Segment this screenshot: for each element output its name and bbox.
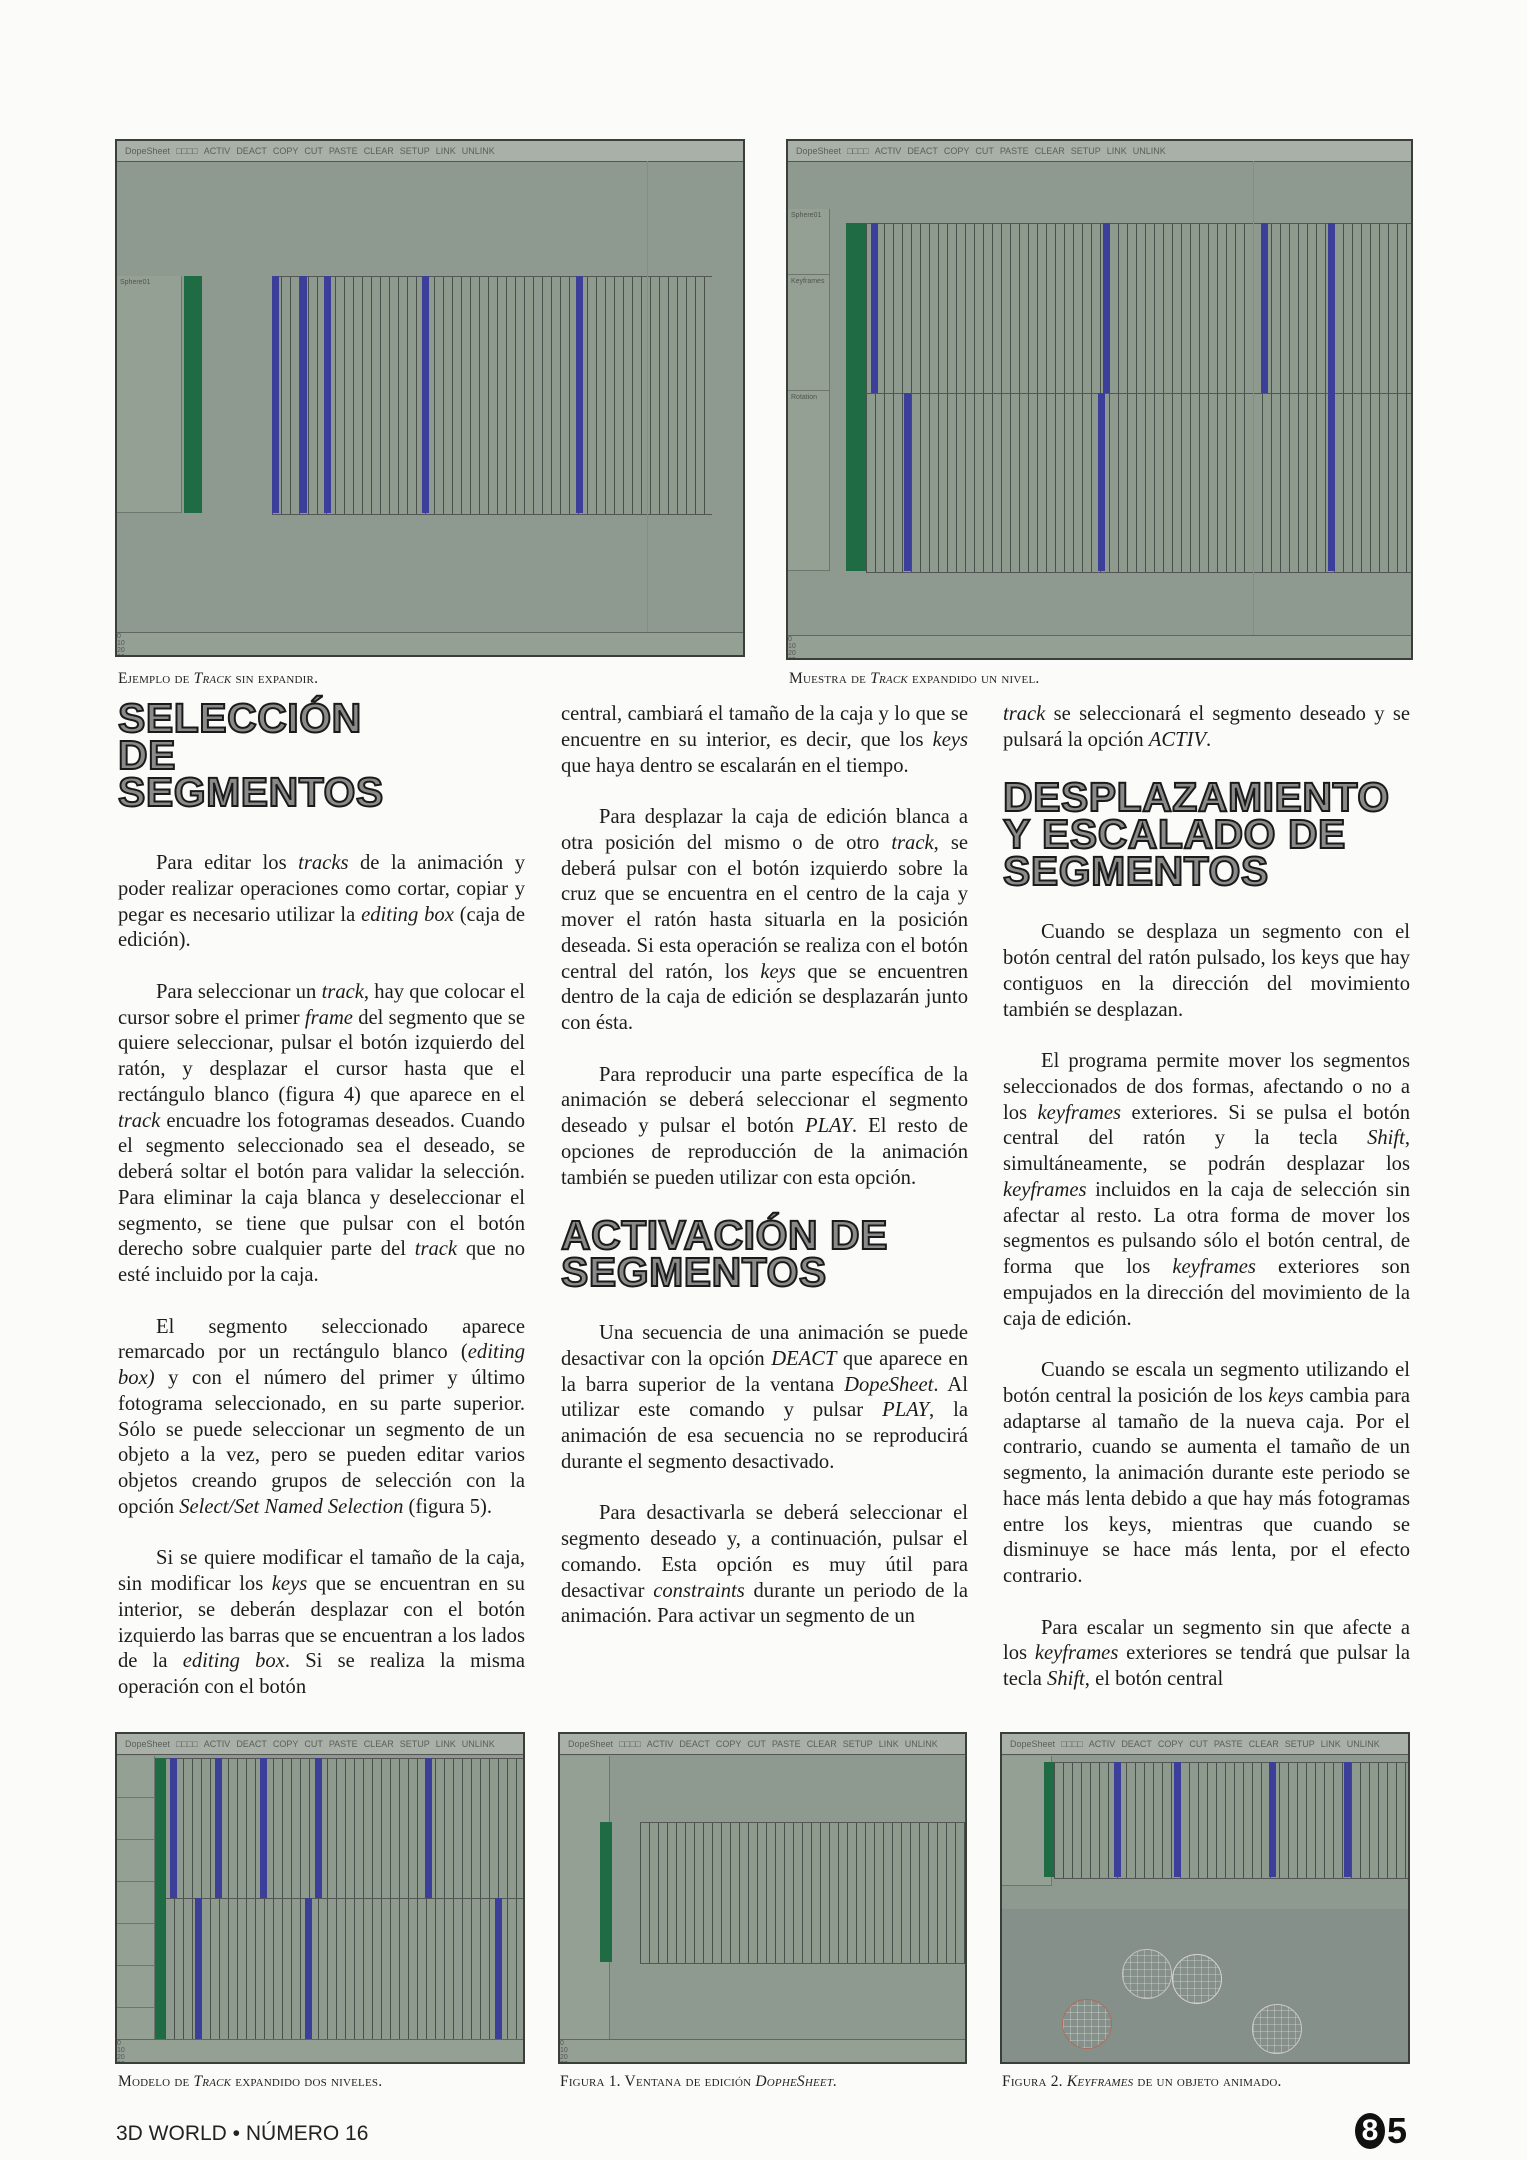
track-label	[117, 1882, 155, 1924]
ruler-tick-label	[560, 2061, 965, 2064]
italic-term: Track	[870, 670, 908, 687]
paragraph: Para desactivarla se deberá seleccionar el segmento deseado y, a continuación, pulsar el comando. Esta opción es muy útil para desactivar constraints durante un periodo de la animación. Para activar un segmento de un	[561, 1502, 969, 1628]
italic-term: track	[118, 1109, 161, 1132]
toolbar-button-cut[interactable]: CUT	[975, 146, 994, 156]
ruler-tick-label	[788, 657, 1411, 660]
track-label-object: Sphere01	[117, 276, 182, 513]
toolbar-button-activ[interactable]: ACTIV	[1088, 1739, 1116, 1749]
viewport-3d	[1002, 1909, 1408, 2062]
sphere-object	[1122, 1949, 1172, 1999]
dopesheet-toolbar	[117, 1734, 523, 1755]
ruler-tick-label: 20	[117, 647, 125, 654]
italic-term: PLAY	[882, 1399, 930, 1422]
heading-activacion-de-segmentos: ACTIVACIÓN DE SEGMENTOS	[561, 1212, 888, 1295]
view-mode-icons[interactable]: □□□□	[176, 1739, 198, 1749]
view-mode-icons[interactable]: □□□□	[847, 146, 869, 156]
toolbar-button-clear[interactable]: CLEAR	[1034, 146, 1065, 156]
key-bar	[1103, 223, 1110, 393]
toolbar-button-link[interactable]: LINK	[1320, 1739, 1341, 1749]
toolbar-button-unlink[interactable]: UNLINK	[1132, 146, 1166, 156]
toolbar-button-copy[interactable]: COPY	[272, 146, 299, 156]
article-column-1	[118, 695, 526, 1727]
italic-term: Keyframes	[1066, 2073, 1134, 2090]
italic-term: track	[1003, 703, 1046, 725]
track-label	[117, 1798, 155, 1840]
italic-term: Shift	[1367, 1127, 1405, 1150]
italic-term: track	[321, 980, 364, 1003]
toolbar-button-cut[interactable]: CUT	[747, 1739, 766, 1749]
toolbar-button-setup[interactable]: SETUP	[1284, 1739, 1315, 1749]
track-frames	[165, 1898, 523, 2045]
toolbar-button-paste[interactable]: PASTE	[1213, 1739, 1243, 1749]
track-label-object: Sphere01	[788, 209, 830, 275]
toolbar-button-clear[interactable]: CLEAR	[363, 146, 394, 156]
paragraph: Cuando se escala un segmento utilizando el botón central la posición de los keys cambia para adaptarse al tamaño de la nueva caja. Por el contrario, cuando se aumenta el tamaño de un segmento, la animación durante este periodo se hace más lenta debido a que hay más fotogramas entre los keys, mientras que cuando se disminuye se hace más lenta, por el efecto contrario.	[1003, 1359, 1410, 1587]
column-3-paragraphs-a	[1003, 702, 1410, 754]
paragraph: Una secuencia de una animación se puede desactivar con la opción DEACT que aparece en la barra superior de la ventana DopeSheet. Al utilizar este comando y pulsar PLAY, la animación de esa secuencia no se reproducirá durante el segmento desactivado.	[561, 1322, 968, 1473]
sphere-object	[1062, 1999, 1112, 2049]
page-number-digit-1: 8	[1355, 2113, 1385, 2149]
ruler-tick-label: 20	[788, 650, 796, 657]
track-label-rotation: Rotation	[788, 391, 830, 571]
italic-term: keys	[1268, 1384, 1304, 1407]
ruler-tick-label: 10	[788, 643, 796, 650]
view-mode-icons[interactable]: □□□□	[1061, 1739, 1083, 1749]
toolbar-button-paste[interactable]: PASTE	[771, 1739, 801, 1749]
caption-top-left: Ejemplo de Track sin expandir.	[118, 670, 319, 687]
paragraph: Para seleccionar un track, hay que colocar el cursor sobre el primer frame del segmento que se quiere seleccionar, pulsar el botón izquierdo del ratón, y desplazar el cursor hasta que el rectángulo blanco (figura 4) que aparece en el track encuadre los fotogramas deseados. Cuando el segmento seleccionado sea el deseado, se deberá soltar el botón para validar la selección. Para eliminar la caja blanca y deseleccionar el segmento, se tiene que pulsar con el botón derecho sobre cualquier parte del track que no esté incluido por la caja.	[118, 980, 526, 1286]
paragraph: track se seleccionará el segmento deseado y se pulsará la opción ACTIV.	[1003, 703, 1410, 751]
track-label	[117, 1924, 155, 1966]
toolbar-button-link[interactable]: LINK	[878, 1739, 899, 1749]
dopesheet-toolbar	[1002, 1734, 1408, 1755]
time-ruler	[788, 635, 1411, 658]
toolbar-button-unlink[interactable]: UNLINK	[904, 1739, 938, 1749]
toolbar-title: DopeSheet	[796, 146, 842, 156]
key-bar	[1344, 1762, 1351, 1877]
key-bar	[315, 1758, 322, 1898]
italic-term: Select/Set Named Selection	[179, 1495, 404, 1518]
toolbar-button-paste[interactable]: PASTE	[328, 146, 358, 156]
italic-term: editing box	[361, 903, 454, 926]
key-bar	[495, 1898, 502, 2043]
paragraph: El segmento seleccionado aparece remarcado por un rectángulo blanco (editing box) y con el número del primer y último fotograma seleccionado, en su parte superior. Sólo se puede seleccionar un segmento de un objeto a la vez, pero se pueden editar varios objetos creando grupos de selección con la opción Select/Set Named Selection (figura 5).	[118, 1315, 525, 1518]
toolbar-button-cut[interactable]: CUT	[1189, 1739, 1208, 1749]
paragraph: Para reproducir una parte específica de la animación se deberá seleccionar el segmento deseado y pulsar el botón PLAY. El resto de opciones de reproducción de la animación también se pueden utilizar con esta opción.	[561, 1063, 968, 1189]
italic-term: DEACT	[771, 1347, 837, 1370]
toolbar-button-deact[interactable]: DEACT	[1121, 1739, 1152, 1749]
paragraph: Para escalar un segmento sin que afecte a los keyframes exteriores se tendrá que pulsar la tecla Shift, el botón central	[1003, 1616, 1410, 1690]
toolbar-button-link[interactable]: LINK	[435, 146, 456, 156]
figure-2-keyframes-animated-object	[1000, 1732, 1410, 2064]
key-bar	[871, 223, 878, 393]
key-bar	[305, 1898, 312, 2043]
ruler-tick-label	[117, 2061, 523, 2064]
caption-bottom-left: Modelo de Track expandido dos niveles.	[118, 2073, 383, 2090]
key-bar	[324, 276, 331, 513]
range-bar	[1044, 1762, 1054, 1877]
column-3-paragraphs-b	[1003, 920, 1410, 1693]
paragraph: central, cambiará el tamaño de la caja y lo que se encuentre en su interior, es decir, que los keys que haya dentro se escalarán en el tiempo.	[561, 703, 968, 777]
toolbar-button-deact[interactable]: DEACT	[679, 1739, 710, 1749]
track-label	[117, 1966, 155, 2008]
dopesheet-toolbar	[788, 141, 1411, 162]
ruler-tick-label: 0	[117, 2040, 121, 2047]
toolbar-button-clear[interactable]: CLEAR	[806, 1739, 837, 1749]
ruler-tick-label: 10	[117, 2047, 125, 2054]
range-bar	[184, 276, 202, 513]
toolbar-title: DopeSheet	[1010, 1739, 1056, 1749]
toolbar-button-paste[interactable]: PASTE	[328, 1739, 358, 1749]
toolbar-button-unlink[interactable]: UNLINK	[1346, 1739, 1380, 1749]
paragraph: Para desplazar la caja de edición blanca a otra posición del mismo o de otro track, se deberá pulsar con el botón izquierdo sobre la cruz que se encuentra en el centro de la caja y mover el ratón hasta situarla en la posición deseada. Si esta operación se realiza con el botón central del ratón, los keys que se encuentren dentro de la caja de edición se desplazarán junto con ésta.	[561, 806, 968, 1034]
ruler-tick-label: 0	[788, 636, 792, 643]
italic-term: frame	[304, 1006, 353, 1029]
italic-term: keyframes	[1172, 1256, 1256, 1278]
key-bar	[1269, 1762, 1276, 1877]
view-mode-icons[interactable]: □□□□	[619, 1739, 641, 1749]
paragraph: El programa permite mover los segmentos seleccionados de dos formas, afectando o no a los keyframes exteriores. Si se pulsa el botón central del ratón y la tecla Shift, simultáneamente, se podrán desplazar los keyframes incluidos en la caja de selección sin afectar al resto. La otra forma de mover los segmentos es pulsando sólo el botón central, de forma que los keyframes exteriores son empujados en la dirección del movimiento de la caja de edición.	[1003, 1050, 1410, 1330]
figure-track-expanded-one-level	[786, 139, 1413, 660]
paragraph: Cuando se desplaza un segmento con el botón central del ratón pulsado, los keys que hay contiguos en la dirección del movimiento también se desplazan.	[1003, 921, 1410, 1021]
article-column-2	[561, 702, 968, 1656]
view-mode-icons[interactable]: □□□□	[176, 146, 198, 156]
toolbar-title: DopeSheet	[125, 1739, 171, 1749]
toolbar-button-clear[interactable]: CLEAR	[1248, 1739, 1279, 1749]
time-ruler	[117, 632, 743, 655]
toolbar-button-activ[interactable]: ACTIV	[203, 1739, 231, 1749]
key-bar	[1114, 1762, 1121, 1877]
key-bar	[1328, 393, 1335, 571]
toolbar-button-setup[interactable]: SETUP	[399, 1739, 430, 1749]
track-label	[117, 1756, 155, 1798]
italic-term: Shift	[1047, 1668, 1085, 1690]
range-bar	[155, 1758, 165, 2043]
italic-term: keyframes	[1034, 1642, 1119, 1665]
heading-desplazamiento-y-escalado: DESPLAZAMIENTO Y ESCALADO DE SEGMENTOS	[1003, 774, 1390, 895]
key-bar	[300, 276, 307, 513]
italic-term: constraints	[653, 1579, 745, 1602]
page-number-digit-2: 5	[1387, 2110, 1408, 2151]
italic-term: keys	[760, 960, 796, 983]
caption-bottom-middle: Figura 1. Ventana de edición DopheSheet.	[560, 2073, 838, 2090]
current-frame-line	[1253, 161, 1254, 658]
key-bar	[422, 276, 429, 513]
toolbar-button-copy[interactable]: COPY	[272, 1739, 299, 1749]
key-bar	[215, 1758, 222, 1898]
italic-term: PLAY	[804, 1115, 852, 1137]
key-bar	[260, 1758, 267, 1898]
toolbar-button-activ[interactable]: ACTIV	[203, 146, 231, 156]
ruler-tick-label: 20	[117, 2054, 125, 2061]
ruler-tick-label	[117, 654, 743, 657]
italic-term: ACTIV	[1148, 728, 1207, 751]
italic-term: keys	[932, 728, 968, 751]
italic-term: DopheSheet.	[755, 2073, 838, 2090]
italic-term: editing box	[182, 1650, 285, 1673]
figure-1-dopesheet-window	[558, 1732, 967, 2064]
time-ruler	[117, 2039, 523, 2062]
toolbar-button-paste[interactable]: PASTE	[999, 146, 1029, 156]
key-bar	[272, 276, 279, 513]
track-label-keyframes: Keyframes	[788, 275, 830, 391]
ruler-tick-label: 20	[560, 2054, 568, 2061]
paragraph: Si se quiere modificar el tamaño de la caja, sin modificar los keys que se encuentran en su interior, se deberán desplazar con el botón izquierdo las barras que se encuentran a los lados de la editing box. Si se realiza la misma operación con el botón	[118, 1547, 525, 1698]
sphere-object	[1172, 1954, 1222, 2004]
column-1-paragraphs	[118, 841, 525, 1701]
toolbar-button-activ[interactable]: ACTIV	[646, 1739, 674, 1749]
track-label	[117, 1840, 155, 1882]
ruler-tick-label: 10	[117, 640, 125, 647]
range-bar	[600, 1822, 612, 1962]
figure-track-expanded-two-levels	[115, 1732, 525, 2064]
heading-seleccion-de-segmentos: SELECCIÓN DE SEGMENTOS	[118, 695, 384, 815]
italic-term: keyframes	[1003, 1178, 1087, 1201]
dopesheet-toolbar	[560, 1734, 965, 1755]
key-bar	[170, 1758, 177, 1898]
footer-magazine-issue: 3D WORLD • NÚMERO 16	[116, 2122, 369, 2145]
toolbar-button-link[interactable]: LINK	[1106, 146, 1127, 156]
toolbar-button-link[interactable]: LINK	[435, 1739, 456, 1749]
italic-term: editing box)	[118, 1341, 525, 1389]
toolbar-button-copy[interactable]: COPY	[1157, 1739, 1184, 1749]
toolbar-button-setup[interactable]: SETUP	[399, 146, 430, 156]
track-frames	[272, 276, 712, 515]
toolbar-button-cut[interactable]: CUT	[304, 146, 323, 156]
range-bar	[846, 223, 866, 571]
italic-term: keys	[271, 1573, 308, 1595]
italic-term: tracks	[298, 852, 349, 874]
caption-bottom-right: Figura 2. Keyframes de un objeto animado.	[1002, 2073, 1282, 2090]
toolbar-button-cut[interactable]: CUT	[304, 1739, 323, 1749]
toolbar-button-unlink[interactable]: UNLINK	[461, 146, 495, 156]
key-bar	[576, 276, 583, 513]
toolbar-button-unlink[interactable]: UNLINK	[461, 1739, 495, 1749]
toolbar-button-deact[interactable]: DEACT	[907, 146, 938, 156]
key-bar	[195, 1898, 202, 2043]
toolbar-button-deact[interactable]: DEACT	[236, 146, 267, 156]
italic-term: track	[891, 831, 934, 854]
ruler-tick-label: 10	[560, 2047, 568, 2054]
toolbar-button-clear[interactable]: CLEAR	[363, 1739, 394, 1749]
key-bar	[1098, 393, 1105, 571]
key-bar	[1174, 1762, 1181, 1877]
paragraph: Para editar los tracks de la animación y poder realizar operaciones como cortar, copiar y pegar es necesario utilizar la editing box (caja de edición).	[118, 852, 526, 952]
italic-term: keyframes	[1037, 1101, 1122, 1124]
toolbar-button-setup[interactable]: SETUP	[1070, 146, 1101, 156]
sphere-object	[1252, 2004, 1302, 2054]
toolbar-button-deact[interactable]: DEACT	[236, 1739, 267, 1749]
time-ruler	[560, 2039, 965, 2062]
figure-track-unexpanded	[115, 139, 745, 657]
ruler-tick-label: 0	[117, 633, 121, 640]
toolbar-button-copy[interactable]: COPY	[943, 146, 970, 156]
italic-term: Track	[193, 2073, 232, 2090]
toolbar-button-setup[interactable]: SETUP	[842, 1739, 873, 1749]
current-frame-line	[647, 161, 648, 655]
italic-term: Track	[193, 670, 232, 687]
ruler-tick-label: 0	[560, 2040, 564, 2047]
dopesheet-toolbar	[117, 141, 743, 162]
page-number	[1355, 2110, 1407, 2152]
toolbar-title: DopeSheet	[568, 1739, 614, 1749]
column-2-paragraphs-b	[561, 1321, 968, 1630]
toolbar-button-activ[interactable]: ACTIV	[874, 146, 902, 156]
article-column-3	[1003, 702, 1410, 1719]
track-frames	[640, 1822, 965, 1964]
italic-term: track	[414, 1238, 458, 1261]
key-bar	[425, 1758, 432, 1898]
italic-term: DopeSheet	[844, 1373, 934, 1396]
column-2-paragraphs-a	[561, 702, 968, 1191]
key-bar	[904, 393, 911, 571]
caption-top-right: Muestra de Track expandido un nivel.	[789, 670, 1040, 687]
toolbar-button-copy[interactable]: COPY	[715, 1739, 742, 1749]
key-bar	[1328, 223, 1335, 393]
track-frames	[1054, 1762, 1409, 1879]
toolbar-title: DopeSheet	[125, 146, 171, 156]
key-bar	[1261, 223, 1268, 393]
